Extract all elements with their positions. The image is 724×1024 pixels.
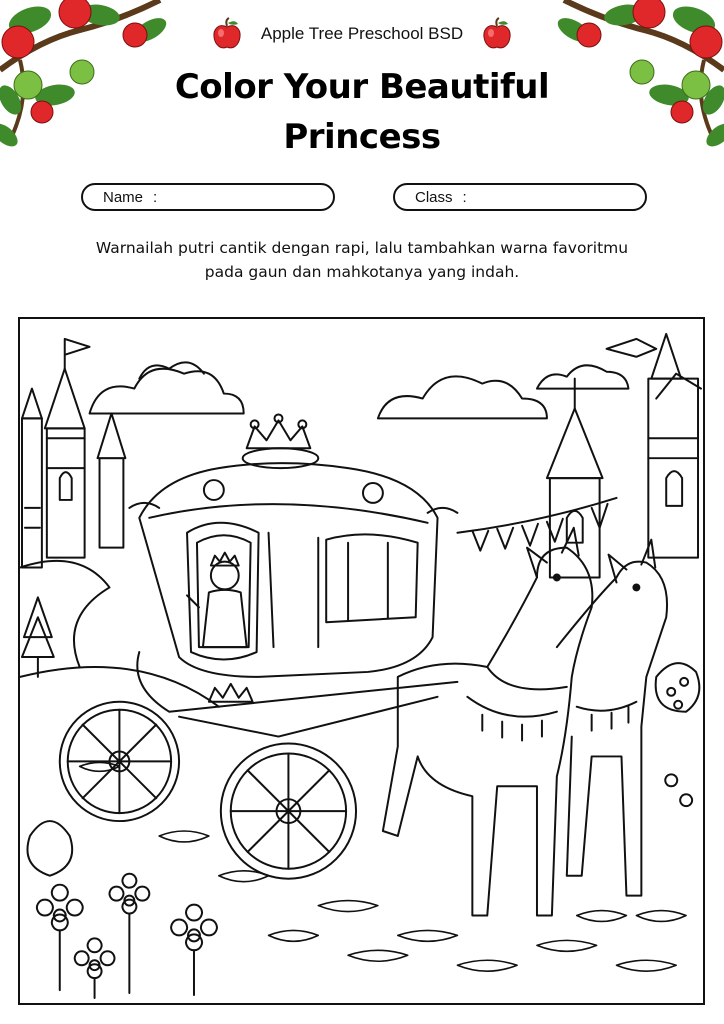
carriage-wheel-left [60, 702, 179, 821]
school-header [0, 14, 724, 54]
instructions-line-2: pada gaun dan mahkotanya yang indah. [204, 263, 520, 281]
castle-left [22, 339, 125, 568]
name-field[interactable] [81, 183, 335, 211]
title-line-2: Princess [283, 117, 441, 157]
horse-front [383, 528, 592, 916]
carriage-crown [243, 414, 319, 468]
coloring-illustration [18, 317, 705, 1005]
apple-icon [211, 17, 243, 51]
title-line-1: Color Your Beautiful [174, 67, 550, 107]
instructions-line-1: Warnailah putri cantik dengan rapi, lalu tambahkan warna favoritmu [95, 239, 629, 257]
school-name: Apple Tree Preschool BSD [260, 24, 464, 43]
class-label: Class [415, 188, 453, 206]
cloud-group [90, 362, 629, 418]
carriage-body [129, 463, 457, 736]
flower-bush-right [656, 663, 700, 806]
tree-left [22, 597, 54, 677]
carriage-wheel-right [221, 744, 356, 879]
name-label: Name [103, 188, 144, 206]
name-colon: : [153, 188, 158, 206]
path-edge [20, 561, 109, 667]
class-field[interactable] [393, 183, 647, 211]
harness-tassels [467, 697, 636, 741]
instructions [60, 236, 664, 284]
page-title [120, 62, 604, 162]
apple-icon [481, 17, 513, 51]
flower-garden [27, 821, 216, 998]
princess-carriage-line-art [20, 319, 703, 1003]
class-colon: : [462, 188, 467, 206]
castle-right [547, 334, 701, 578]
